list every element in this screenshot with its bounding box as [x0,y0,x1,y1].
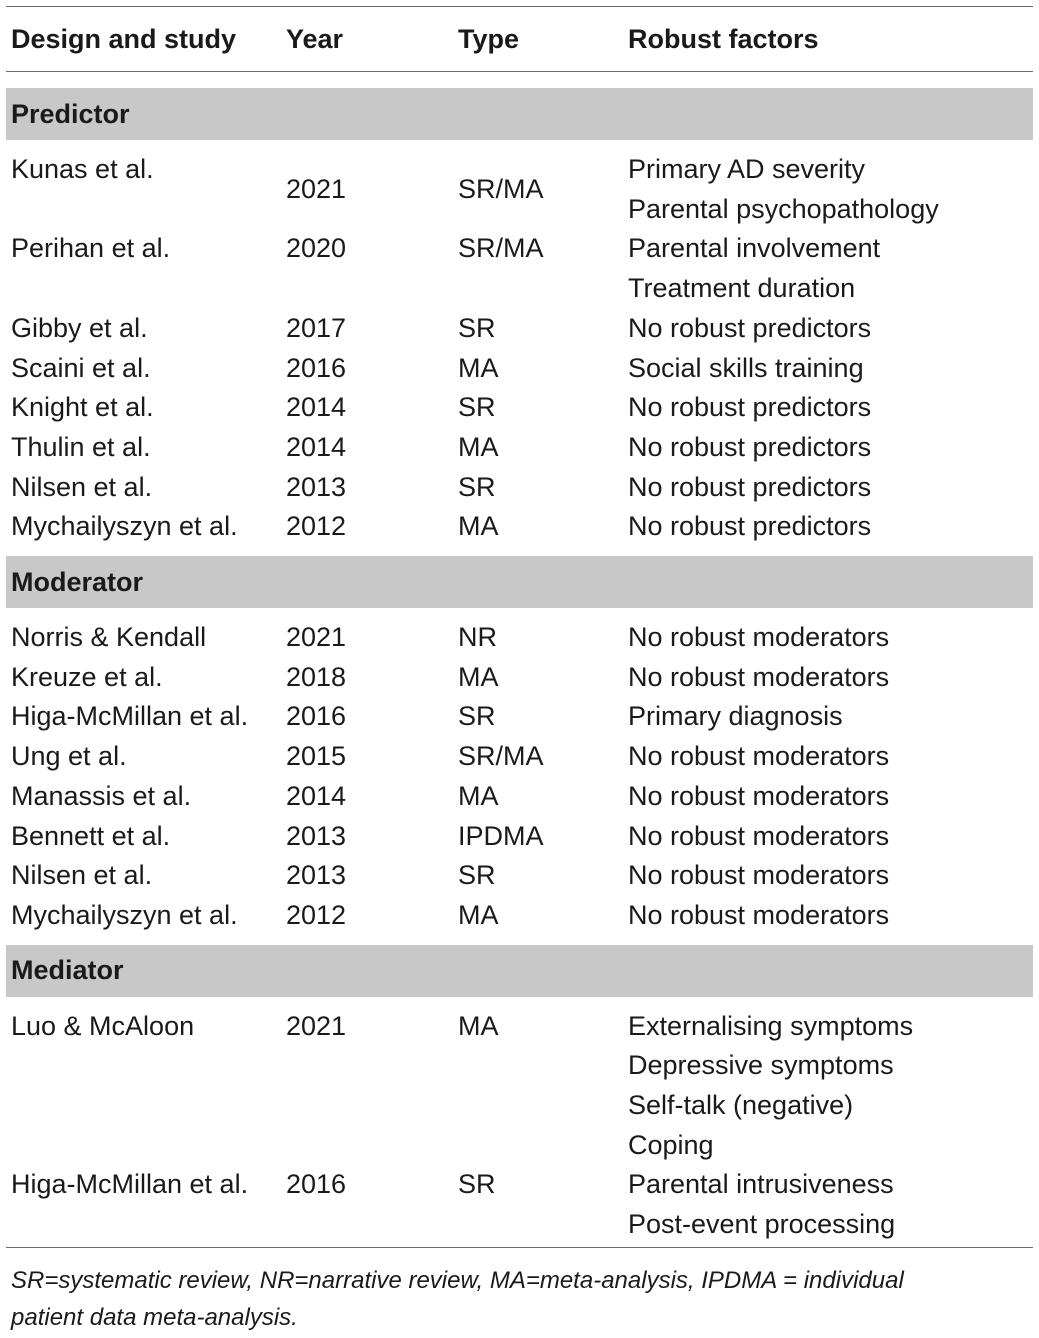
factor-item: Externalising symptoms [628,1010,914,1041]
header-study: Design and study [11,23,237,54]
cell-type: MA [458,431,499,462]
factor-item: Parental involvement [628,233,881,264]
cell-study: Manassis et al. [11,780,192,811]
cell-factors [624,349,1033,389]
cell-type: MA [458,352,499,383]
table-row [6,150,1033,229]
cell-study: Perihan et al. [11,233,171,264]
table-row [6,1165,1033,1244]
table-row [6,618,1033,658]
table-bottom-rule [6,1247,1033,1248]
table-row [6,309,1033,349]
cell-factors [624,697,1033,737]
cell-type: MA [458,899,499,930]
cell-factors [624,507,1033,547]
cell-study: Ung et al. [11,741,127,772]
table-footnote [11,1262,1026,1336]
factor-item: No robust moderators [628,899,890,930]
factor-item: No robust moderators [628,661,890,692]
cell-study: Norris & Kendall [11,622,207,653]
factor-item: No robust predictors [628,471,872,502]
section-header-moderator: Moderator [6,556,1033,608]
factor-item: Depressive symptoms [628,1050,894,1081]
cell-type: MA [458,780,499,811]
factor-item: Primary diagnosis [628,701,843,732]
cell-factors [624,1165,1033,1244]
table-row [6,896,1033,936]
table-row [6,349,1033,389]
cell-factors [624,817,1033,857]
cell-year: 2013 [286,471,347,502]
cell-factors [624,618,1033,658]
cell-factors [624,1007,1033,1166]
cell-year: 2013 [286,820,347,851]
cell-year: 2021 [286,622,347,653]
cell-year: 2013 [286,860,347,891]
cell-factors [624,856,1033,896]
table-row [6,817,1033,857]
cell-year: 2016 [286,1169,347,1200]
table-body [6,88,1033,1247]
table-row [6,229,1033,308]
table-header-row [6,7,1033,71]
cell-type: SR/MA [458,173,544,204]
footnote-line: patient data meta-analysis. [11,1304,298,1331]
table-row [6,856,1033,896]
cell-study: Nilsen et al. [11,471,153,502]
cell-type: SR [458,312,496,343]
cell-factors [624,229,1033,308]
cell-factors [624,777,1033,817]
factor-item: No robust moderators [628,820,890,851]
cell-year: 2017 [286,312,347,343]
table-row [6,428,1033,468]
cell-factors [624,737,1033,777]
cell-type: SR/MA [458,741,544,772]
cell-study: Thulin et al. [11,431,151,462]
cell-type: MA [458,511,499,542]
cell-factors [624,468,1033,508]
cell-study: Nilsen et al. [11,860,153,891]
cell-year: 2014 [286,431,347,462]
factor-item: Parental intrusiveness [628,1169,894,1200]
cell-type: NR [458,622,497,653]
cell-type: MA [458,1010,499,1041]
cell-type: SR [458,701,496,732]
cell-study: Knight et al. [11,392,154,423]
cell-study: Bennett et al. [11,820,171,851]
cell-type: SR [458,860,496,891]
cell-study: Mychailyszyn et al. [11,899,238,930]
cell-year: 2016 [286,701,347,732]
factor-item: No robust moderators [628,741,890,772]
cell-type: SR [458,1169,496,1200]
cell-factors [624,150,1033,229]
cell-study: Kreuze et al. [11,661,163,692]
factor-item: No robust predictors [628,392,872,423]
cell-type: SR [458,471,496,502]
factor-item: Coping [628,1129,714,1160]
cell-factors [624,309,1033,349]
footnote-line: SR=systematic review, NR=narrative review, MA=meta-analysis, IPDMA = individual [11,1267,904,1294]
cell-year: 2012 [286,511,347,542]
factor-item: No robust moderators [628,860,890,891]
cell-study: Scaini et al. [11,352,151,383]
cell-study: Higa-McMillan et al. [11,701,249,732]
header-year: Year [286,23,344,54]
cell-study: Kunas et al. [11,154,154,184]
cell-factors [624,658,1033,698]
cell-year: 2021 [286,173,347,204]
factor-item: Parental psychopathology [628,193,939,224]
cell-study: Luo & McAloon [11,1010,195,1041]
table-row [6,468,1033,508]
cell-study: Mychailyszyn et al. [11,511,238,542]
factor-item: Post-event processing [628,1209,896,1240]
section-header-mediator: Mediator [6,945,1033,997]
cell-factors [624,388,1033,428]
table-row [6,737,1033,777]
table-row [6,697,1033,737]
cell-type: SR [458,392,496,423]
factor-item: Treatment duration [628,273,856,304]
cell-year: 2014 [286,780,347,811]
factor-item: No robust predictors [628,511,872,542]
cell-year: 2016 [286,352,347,383]
cell-type: SR/MA [458,233,544,264]
table-row [6,507,1033,547]
factor-item: No robust moderators [628,780,890,811]
header-type: Type [458,23,520,54]
cell-factors [624,428,1033,468]
studies-table [6,6,1033,1248]
cell-year: 2018 [286,661,347,692]
section-header-predictor: Predictor [6,88,1033,140]
factor-item: Self-talk (negative) [628,1090,854,1121]
cell-study: Higa-McMillan et al. [11,1169,249,1200]
factor-item: Social skills training [628,352,864,383]
cell-type: MA [458,661,499,692]
table-row [6,777,1033,817]
cell-type: IPDMA [458,820,544,851]
cell-year: 2021 [286,1010,347,1041]
header-factors: Robust factors [628,23,819,54]
cell-year: 2014 [286,392,347,423]
cell-year: 2015 [286,741,347,772]
table-row [6,388,1033,428]
cell-year: 2012 [286,899,347,930]
factor-item: No robust predictors [628,312,872,343]
cell-factors [624,896,1033,936]
factor-item: No robust predictors [628,431,872,462]
cell-study: Gibby et al. [11,312,148,343]
cell-year: 2020 [286,233,347,264]
factor-item: Primary AD severity [628,154,866,184]
table-row [6,658,1033,698]
table-row [6,1007,1033,1166]
factor-item: No robust moderators [628,622,890,653]
